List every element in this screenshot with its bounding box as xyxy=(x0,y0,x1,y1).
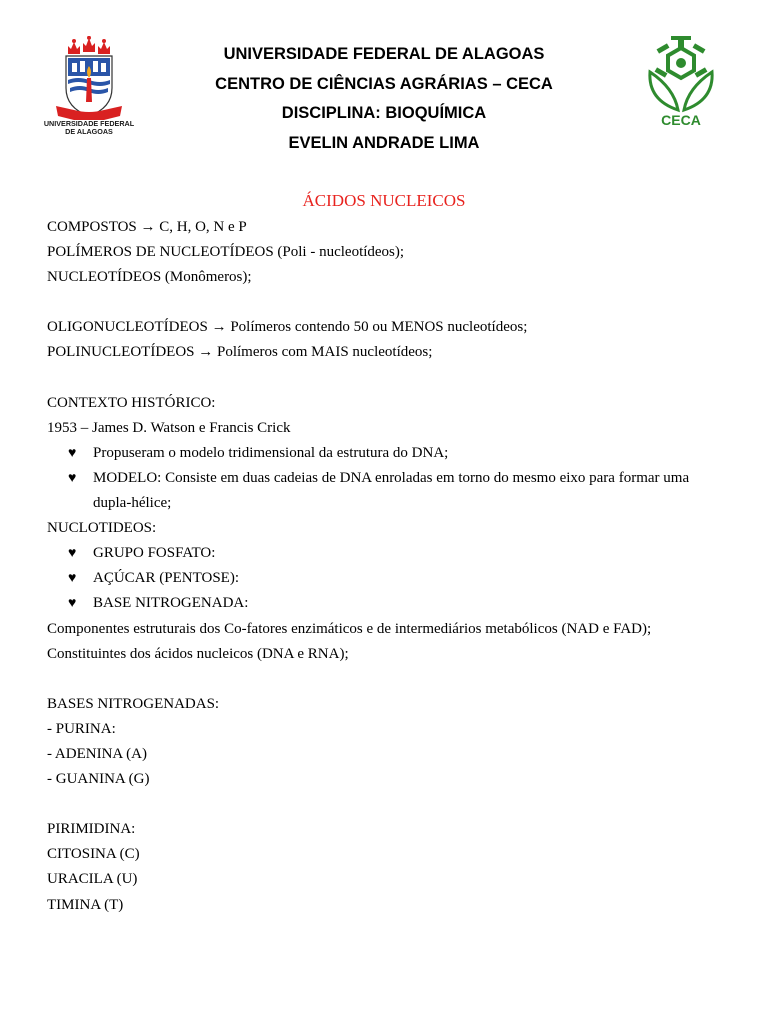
header-center: CENTRO DE CIÊNCIAS AGRÁRIAS – CECA xyxy=(215,74,553,93)
list-item-text: AÇÚCAR (PENTOSE): xyxy=(93,570,239,587)
purina-line: - PURINA: xyxy=(47,720,116,737)
ufal-crest-icon xyxy=(34,36,144,120)
list-item xyxy=(47,566,727,591)
oligonucleotideos-line xyxy=(47,315,727,340)
list-item xyxy=(47,441,727,466)
componentes-line: Componentes estruturais dos Co-fatores enzimáticos e de intermediários metabólicos (NAD e FAD); xyxy=(47,620,652,637)
header-discipline: DISCIPLINA: BIOQUÍMICA xyxy=(281,104,487,122)
header-university: UNIVERSIDADE FEDERAL DE ALAGOAS xyxy=(223,45,545,63)
compostos-label: COMPOSTOS xyxy=(47,219,137,235)
pirimidina-heading: PIRIMIDINA: xyxy=(47,821,136,838)
document-title: ÁCIDOS NUCLEICOS xyxy=(302,191,466,210)
list-item-text: Propuseram o modelo tridimensional da estrutura do DNA; xyxy=(93,444,449,461)
citosina-line: CITOSINA (C) xyxy=(47,846,140,863)
list-item xyxy=(47,591,727,616)
guanina-line: - GUANINA (G) xyxy=(47,771,150,788)
nucleotideos-line: NUCLEOTÍDEOS (Monômeros); xyxy=(47,269,252,286)
document-header xyxy=(160,40,608,158)
list-item-text: GRUPO FOSFATO: xyxy=(93,545,216,562)
year-line: 1953 – James D. Watson e Francis Crick xyxy=(47,419,291,436)
nucleotideos-heading: NUCLOTIDEOS: xyxy=(47,520,157,537)
oligo-value: Polímeros contendo 50 ou MENOS nucleotídeos; xyxy=(230,319,528,336)
heart-bullet-icon: ♥ xyxy=(68,546,77,562)
list-item-text: MODELO: Consiste em duas cadeias de DNA enroladas em torno do mesmo eixo para formar uma xyxy=(93,469,690,486)
poli-value: Polímeros com MAIS nucleotídeos; xyxy=(217,344,433,361)
list-item-text: BASE NITROGENADA: xyxy=(93,595,249,612)
ufal-caption-line2: DE ALAGOAS xyxy=(65,126,113,136)
blank-line xyxy=(47,667,727,692)
oligo-label: OLIGONUCLEOTÍDEOS xyxy=(47,319,208,336)
constituintes-line: Constituintes dos ácidos nucleicos (DNA e RNA); xyxy=(47,645,349,662)
arrow-icon: → xyxy=(198,344,214,361)
poli-label: POLINUCLEOTÍDEOS xyxy=(47,344,195,361)
ufal-caption-line1: UNIVERSIDADE FEDERAL xyxy=(43,119,135,128)
adenina-line: - ADENINA (A) xyxy=(47,745,147,762)
ceca-logo-caption: CECA xyxy=(661,112,701,128)
polinucleotideos-line xyxy=(47,340,727,365)
heart-bullet-icon: ♥ xyxy=(68,470,77,486)
arrow-icon: → xyxy=(140,219,156,235)
uracila-line: URACILA (U) xyxy=(47,871,138,888)
contexto-heading: CONTEXTO HISTÓRICO: xyxy=(47,394,216,411)
header-author: EVELIN ANDRADE LIMA xyxy=(288,133,480,152)
timina-line: TIMINA (T) xyxy=(47,896,124,913)
arrow-icon: → xyxy=(211,319,227,336)
blank-line xyxy=(47,366,727,391)
ufal-logo-caption xyxy=(34,120,144,135)
document-body xyxy=(47,215,727,918)
list-item xyxy=(47,541,727,566)
blank-line xyxy=(47,792,727,817)
blank-line xyxy=(47,290,727,315)
heart-bullet-icon: ♥ xyxy=(68,571,77,587)
compostos-line xyxy=(47,215,727,240)
heart-bullet-icon: ♥ xyxy=(68,596,77,612)
list-item-continuation: dupla-hélice; xyxy=(93,495,172,512)
ufal-logo xyxy=(34,36,144,136)
list-item xyxy=(47,466,727,491)
heart-bullet-icon: ♥ xyxy=(68,445,77,461)
compostos-value: C, H, O, N e P xyxy=(159,219,247,235)
bases-heading: BASES NITROGENADAS: xyxy=(47,695,220,712)
ceca-emblem-icon xyxy=(640,34,722,114)
ceca-logo xyxy=(640,34,722,132)
polimeros-line: POLÍMEROS DE NUCLEOTÍDEOS (Poli - nucleotídeos); xyxy=(47,244,405,261)
